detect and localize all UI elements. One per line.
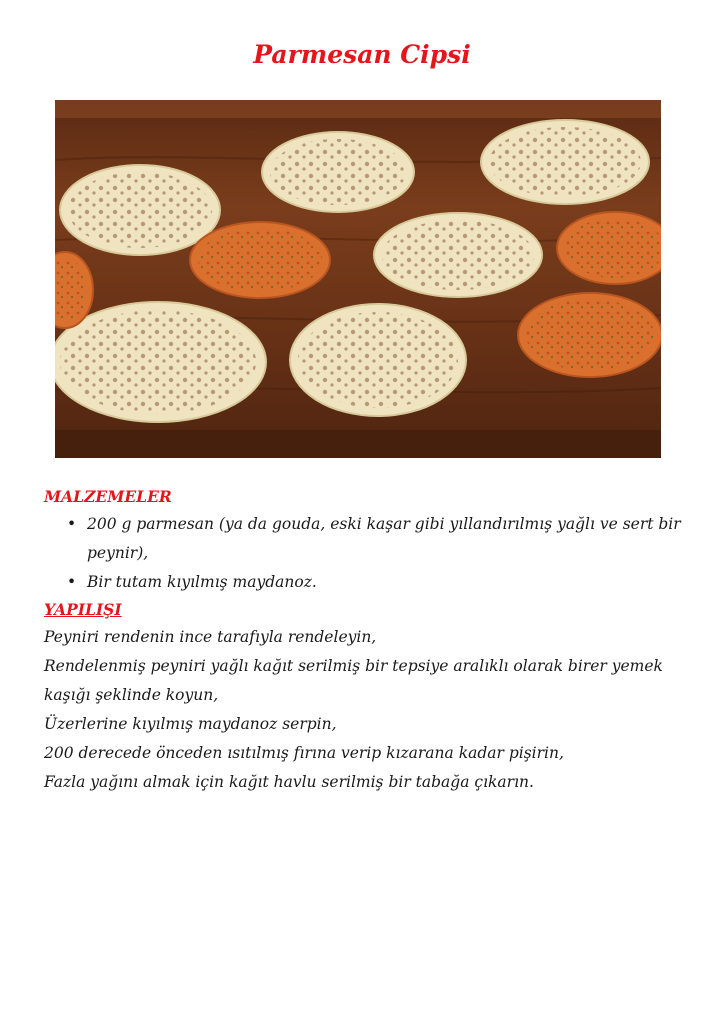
list-item (44, 510, 694, 568)
step-text: 200 derecede önceden ısıtılmış fırına verip kızarana kadar pişirin, (44, 744, 564, 762)
bullet-icon: • (67, 573, 77, 591)
page-title: Parmesan Cipsi (253, 40, 471, 69)
step-text: Peyniri rendenin ince tarafıyla rendeleyin, (44, 628, 377, 646)
ingredients-heading: MALZEMELER (44, 487, 172, 506)
ingredients-list (44, 510, 694, 597)
step-text: Fazla yağını almak için kağıt havlu serilmiş bir tabağa çıkarın. (44, 773, 534, 791)
step-text: Üzerlerine kıyılmış maydanoz serpin, (44, 715, 337, 733)
method-heading: YAPILIŞI (44, 600, 122, 619)
ingredient-text: Bir tutam kıyılmış maydanoz. (87, 573, 317, 591)
bullet-icon: • (67, 515, 77, 533)
recipe-content (44, 484, 694, 797)
list-item (44, 568, 694, 597)
ingredient-text: 200 g parmesan (ya da gouda, eski kaşar gibi yıllandırılmış yağlı ve sert bir peynir), (87, 515, 681, 562)
parmesan-crisps-photo (55, 100, 661, 458)
step-text: Rendelenmiş peyniri yağlı kağıt serilmiş bir tepsiye aralıklı olarak birer yemek kaşığı şeklinde koyun, (44, 657, 663, 704)
